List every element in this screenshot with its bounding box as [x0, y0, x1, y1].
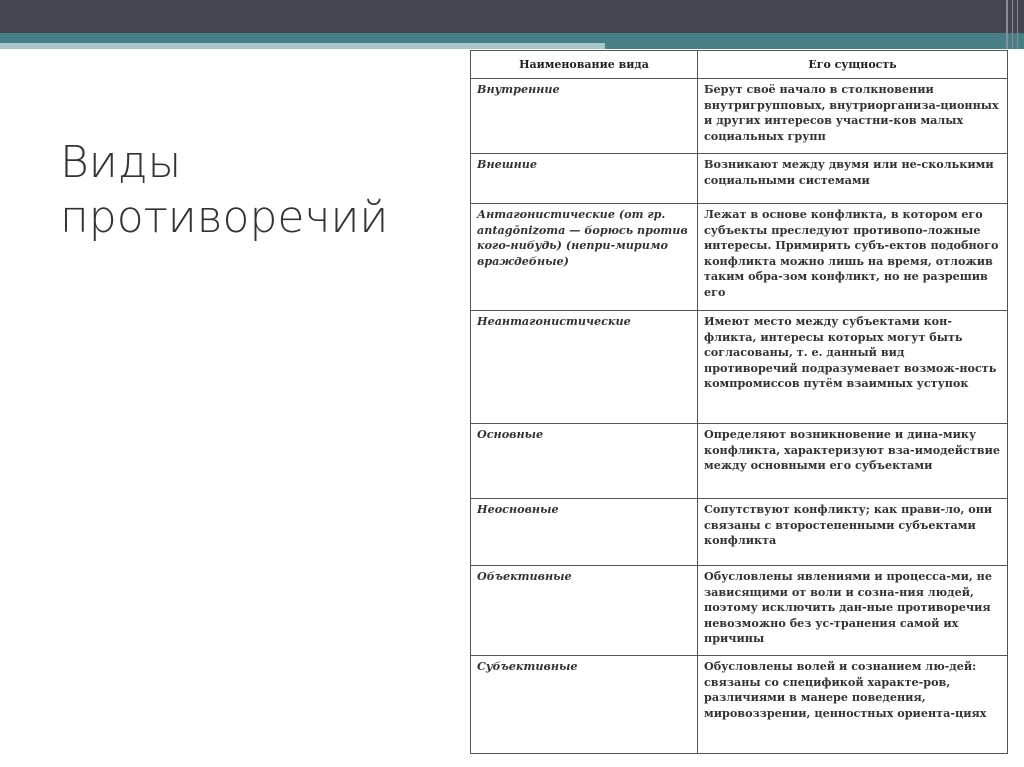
table-row — [471, 656, 1008, 754]
contradictions-table — [470, 50, 1008, 754]
column-header-name: Наименование вида — [471, 51, 698, 79]
decor-line — [1006, 0, 1008, 49]
type-description-cell: Берут своё начало в столкновении внутригрупповых, внутриорганиза-ционных и других интересов участни-ков малых социальных групп — [698, 79, 1008, 154]
title-line: противоречий — [60, 192, 389, 243]
type-description-cell: Возникают между двумя или не-сколькими социальными системами — [698, 154, 1008, 204]
table-row — [471, 311, 1008, 424]
slide-accent-strip — [0, 43, 605, 49]
decor-line — [1017, 0, 1018, 49]
table-row — [471, 566, 1008, 656]
type-description-cell: Обусловлены волей и сознанием лю-дей: связаны со спецификой характе-ров, различиями в манере поведения, мировоззрении, ценностных ориента-циях — [698, 656, 1008, 754]
type-name-cell: Антагонистические (от гр. antagōnizoma — борюсь против кого-нибудь) (непри-миримо враждебные) — [471, 204, 698, 311]
type-name-cell: Внешние — [471, 154, 698, 204]
column-header-essence: Его сущность — [698, 51, 1008, 79]
decor-line — [1012, 0, 1013, 49]
type-description-cell: Сопутствуют конфликту; как прави-ло, они связаны с второстепенными субъектами конфликта — [698, 499, 1008, 566]
type-name-cell: Основные — [471, 424, 698, 499]
type-name-cell: Внутренние — [471, 79, 698, 154]
type-description-cell: Определяют возникновение и дина-мику конфликта, характеризуют вза-имодействие между основными его субъектами — [698, 424, 1008, 499]
table-row — [471, 154, 1008, 204]
title-line: Виды — [60, 137, 182, 188]
type-description-cell: Лежат в основе конфликта, в котором его субъекты преследуют противопо-ложные интересы. Примирить субъ-ектов подобного конфликта можно лишь на время, отложив таким обра-зом конфликт, но не разрешив его — [698, 204, 1008, 311]
slide-title — [60, 135, 388, 245]
table-row — [471, 499, 1008, 566]
table-row — [471, 79, 1008, 154]
table-row — [471, 204, 1008, 311]
type-name-cell: Неосновные — [471, 499, 698, 566]
type-name-cell: Субъективные — [471, 656, 698, 754]
slide-header-bar — [0, 0, 1024, 33]
type-name-cell: Неантагонистические — [471, 311, 698, 424]
table-row — [471, 424, 1008, 499]
type-description-cell: Имеют место между субъектами кон-фликта, интересы которых могут быть согласованы, т. е. данный вид противоречий подразумевает возмож-ность компромиссов путём взаимных уступок — [698, 311, 1008, 424]
type-name-cell: Объективные — [471, 566, 698, 656]
type-description-cell: Обусловлены явлениями и процесса-ми, не зависящими от воли и созна-ния людей, поэтому исключить дан-ные противоречия невозможно без ус-транения самой их причины — [698, 566, 1008, 656]
table-header-row — [471, 51, 1008, 79]
